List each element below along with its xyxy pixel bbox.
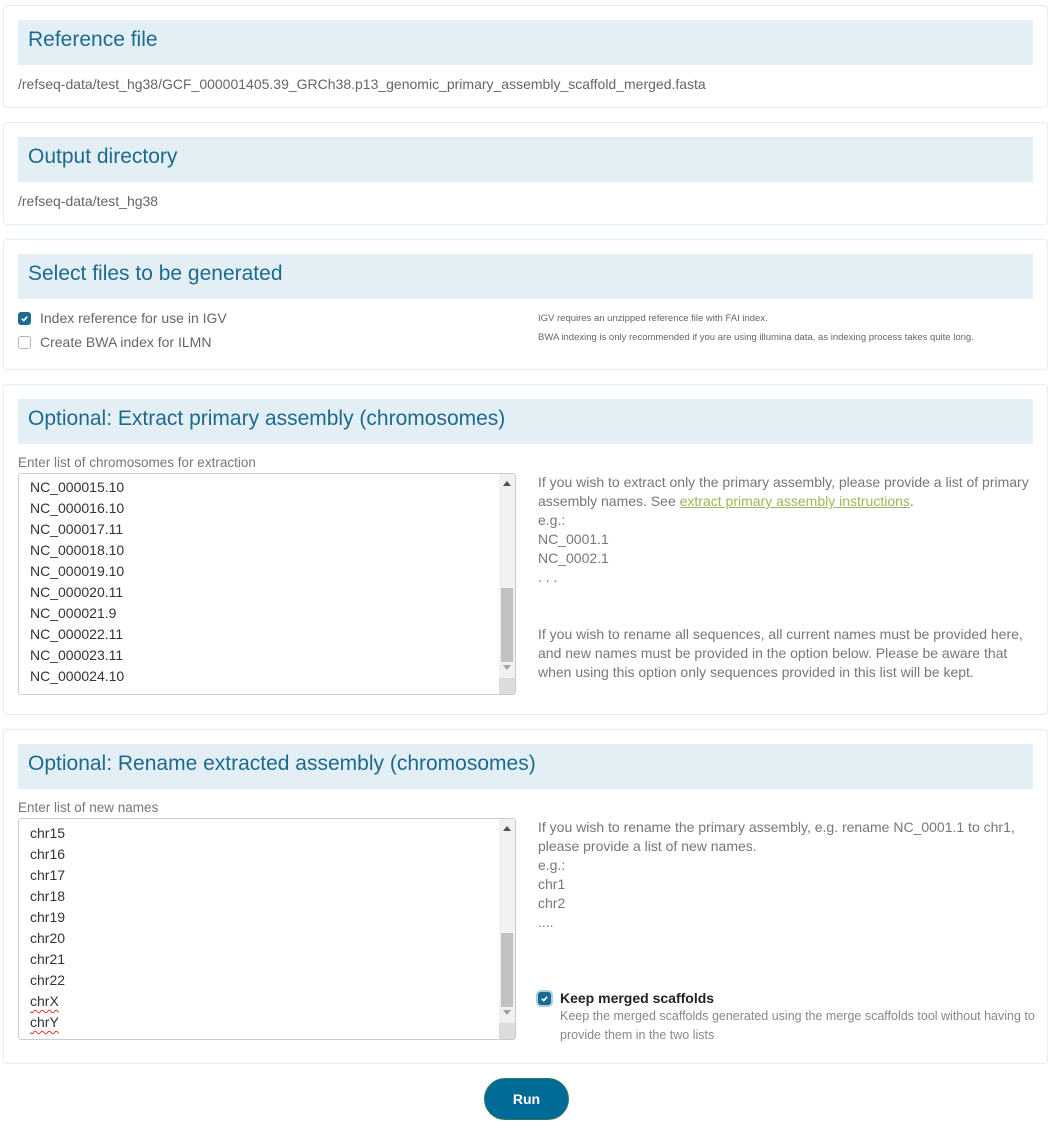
rename-assembly-title: Optional: Rename extracted assembly (chromosomes) [28, 752, 536, 775]
chromosome-list-scrollbar[interactable] [499, 474, 515, 694]
keep-merged-checkbox[interactable] [538, 992, 551, 1005]
new-name-line: chrX [30, 993, 59, 1009]
reference-file-title: Reference file [28, 28, 158, 51]
index-igv-checkbox[interactable] [18, 312, 31, 325]
select-files-header [18, 254, 1033, 299]
reference-file-path: /refseq-data/test_hg38/GCF_000001405.39_GRCh38.p13_genomic_primary_assembly_scaffold_merged.fasta [18, 76, 706, 92]
extract-help-example: . . . [538, 569, 558, 585]
new-name-line: chr19 [30, 909, 66, 925]
new-name-line: chr20 [30, 930, 66, 946]
extract-help-example: NC_0002.1 [538, 550, 609, 566]
rename-help-example: chr2 [538, 895, 566, 911]
chromosome-line: NC_000018.10 [30, 542, 125, 558]
new-name-line: chr16 [30, 846, 66, 862]
extract-help [538, 473, 1038, 587]
reference-file-card [3, 5, 1048, 108]
select-files-title: Select files to be generated [28, 262, 283, 285]
chromosome-line: NC_000015.10 [30, 479, 125, 495]
extract-assembly-header [18, 399, 1033, 444]
new-name-line: chr15 [30, 825, 66, 841]
run-button[interactable]: Run [484, 1078, 569, 1120]
output-directory-card [3, 122, 1048, 225]
rename-help-example: chr1 [538, 876, 566, 892]
checkmark-icon [540, 994, 549, 1003]
scroll-down-arrow-icon[interactable] [503, 1010, 511, 1015]
rename-assembly-card [3, 729, 1048, 1064]
chromosome-list-label: Enter list of chromosomes for extraction [18, 455, 256, 470]
keep-merged-label: Keep merged scaffolds [560, 990, 715, 1006]
reference-file-header [18, 20, 1033, 65]
extract-help-eg: e.g.: [538, 512, 566, 528]
index-igv-option[interactable] [18, 310, 227, 326]
select-files-card [3, 239, 1048, 370]
output-directory-title: Output directory [28, 145, 178, 168]
extract-help-example: NC_0001.1 [538, 531, 609, 547]
resize-grip-icon[interactable] [499, 678, 515, 694]
bwa-note: BWA indexing is only recommended if you are using illumina data, as indexing process takes quite long. [538, 332, 974, 343]
index-igv-label: Index reference for use in IGV [40, 310, 227, 326]
chromosome-line: NC_000019.10 [30, 563, 125, 579]
scroll-up-arrow-icon[interactable] [503, 826, 511, 831]
scroll-up-arrow-icon[interactable] [503, 481, 511, 486]
extract-help-period: . [909, 493, 914, 509]
rename-help [538, 818, 1038, 932]
chromosome-list-content [30, 477, 124, 687]
new-name-line: chr22 [30, 972, 66, 988]
new-names-label: Enter list of new names [18, 800, 159, 815]
chromosome-line: NC_000020.11 [30, 584, 124, 600]
chromosome-line: NC_000021.9 [30, 605, 117, 621]
chromosome-line: NC_000016.10 [30, 500, 125, 516]
new-name-line: chrY [30, 1014, 59, 1030]
rename-help-example: .... [538, 914, 554, 930]
scrollbar-thumb[interactable] [501, 588, 513, 662]
igv-note: IGV requires an unzipped reference file with FAI index. [538, 313, 768, 324]
new-name-line: chr18 [30, 888, 66, 904]
keep-merged-description: Keep the merged scaffolds generated using the merge scaffolds tool without having to provide them in the two lists [560, 1009, 1035, 1042]
new-names-textarea[interactable] [18, 818, 516, 1040]
extract-assembly-card [3, 384, 1048, 715]
chromosome-line: NC_000022.11 [30, 626, 124, 642]
scroll-down-arrow-icon[interactable] [503, 665, 511, 670]
bwa-index-checkbox[interactable] [18, 336, 31, 349]
output-directory-header [18, 137, 1033, 182]
rename-help-eg: e.g.: [538, 857, 566, 873]
bwa-index-option[interactable] [18, 334, 211, 350]
resize-grip-icon[interactable] [499, 1023, 515, 1039]
rename-assembly-header [18, 744, 1033, 789]
output-directory-path: /refseq-data/test_hg38 [18, 193, 159, 209]
new-name-line: chr21 [30, 951, 66, 967]
chromosome-line: NC_000023.11 [30, 647, 124, 663]
new-name-line: chr17 [30, 867, 66, 883]
new-names-scrollbar[interactable] [499, 819, 515, 1039]
extract-instructions-link[interactable]: extract primary assembly instructions [679, 493, 910, 509]
extract-help-intro: If you wish to extract only the primary assembly, please provide a list of primary assembly names. See [538, 474, 1029, 509]
extract-assembly-title: Optional: Extract primary assembly (chromosomes) [28, 407, 506, 430]
bwa-index-label: Create BWA index for ILMN [40, 334, 212, 350]
chromosome-line: NC_000017.11 [30, 521, 124, 537]
scrollbar-thumb[interactable] [501, 933, 513, 1007]
chromosome-line: NC_000024.10 [30, 668, 125, 684]
chromosome-list-textarea[interactable] [18, 473, 516, 695]
checkmark-icon [20, 314, 29, 323]
extract-rename-note: If you wish to rename all sequences, all current names must be provided here, and new names must be provided in the option below. Please be aware that when using this option only sequences provided in this list will be kept. [538, 626, 1023, 680]
keep-merged-option[interactable] [538, 990, 1038, 1045]
rename-help-intro: If you wish to rename the primary assembly, e.g. rename NC_0001.1 to chr1, please provide a list of new names. [538, 819, 1015, 854]
new-names-content [30, 823, 65, 1033]
